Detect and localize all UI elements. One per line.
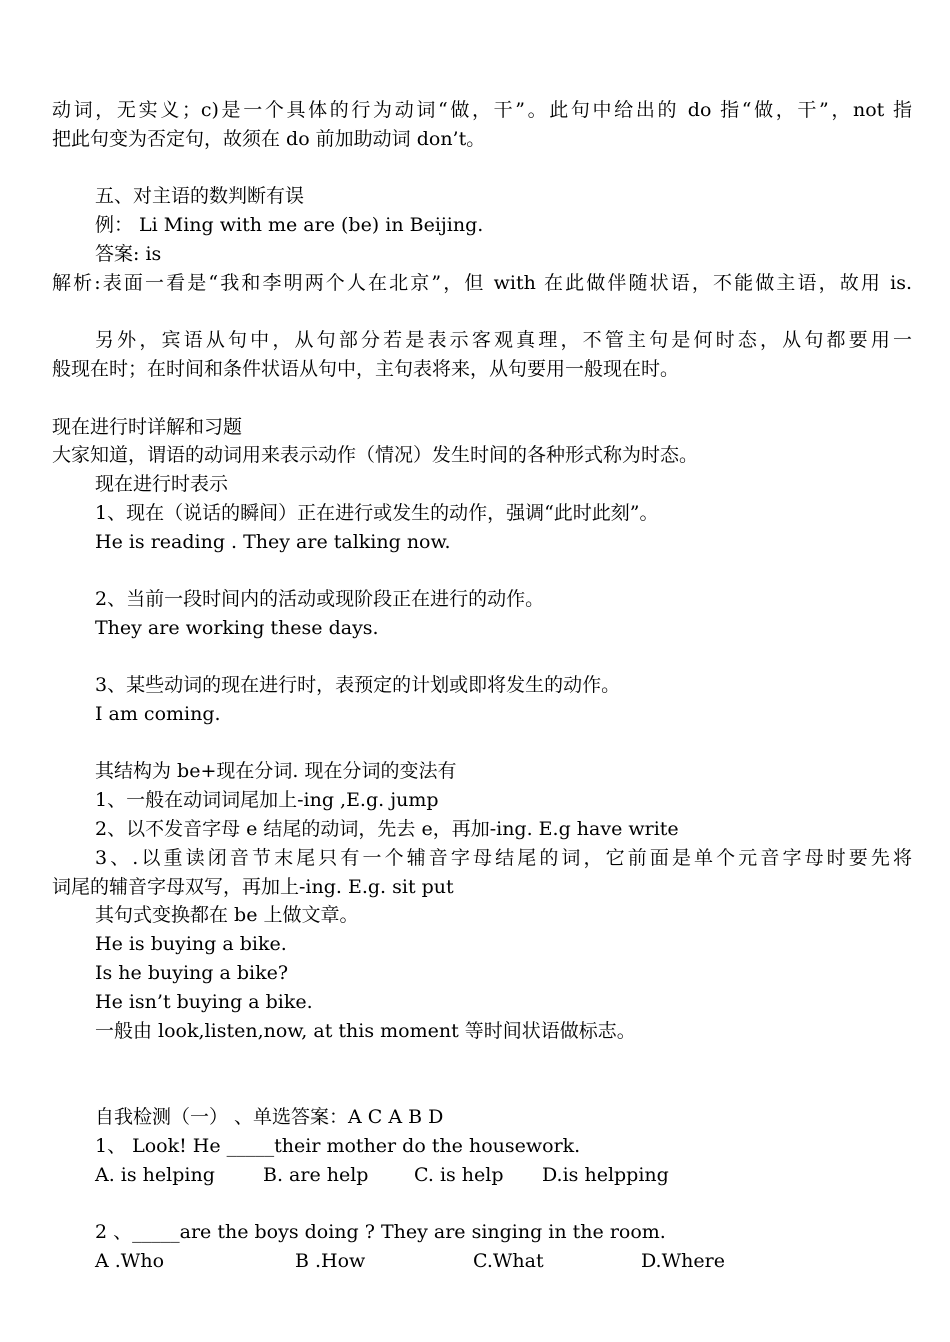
example-sentence: Is he buying a bike?	[95, 962, 289, 984]
question-stem: 1、 Look! He _____their mother do the housework.	[95, 1135, 581, 1157]
subtitle-line: 现在进行时表示	[95, 473, 229, 495]
question-options	[95, 1247, 912, 1275]
option-a: A .Who	[95, 1250, 165, 1272]
paragraph-line: 般现在时；在时间和条件状语从句中，主句表将来，从句要用一般现在时。	[52, 358, 680, 380]
usage-example: I am coming.	[95, 703, 221, 725]
question-stem: 2 、_____are the boys doing ? They are singing in the room.	[95, 1221, 666, 1243]
usage-item: 3、某些动词的现在进行时，表预定的计划或即将发生的动作。	[95, 674, 621, 696]
section-heading: 五、对主语的数判断有误	[95, 185, 305, 207]
section-title: 现在进行时详解和习题	[52, 416, 243, 438]
option-c: C. is help	[414, 1164, 504, 1186]
paragraph-line: 另外，宾语从句中，从句部分若是表示客观真理，不管主句是何时态，从句都要用一	[95, 329, 912, 351]
intro-line: 大家知道，谓语的动词用来表示动作（情况）发生时间的各种形式称为时态。	[52, 444, 699, 466]
rule-item: 3、.以重读闭音节末尾只有一个辅音字母结尾的词，它前面是单个元音字母时要先将	[95, 847, 912, 869]
answer-line: 答案: is	[95, 243, 162, 265]
paragraph-line: 把此句变为否定句，故须在 do 前加助动词 don’t。	[52, 128, 486, 150]
usage-item: 1、现在（说话的瞬间）正在进行或发生的动作，强调“此时此刻”。	[95, 502, 659, 524]
option-a: A. is helping	[95, 1164, 215, 1186]
option-b: B .How	[295, 1250, 366, 1272]
self-check-heading: 自我检测（一） 、单选答案：A C A B D	[95, 1106, 444, 1128]
option-d: D.Where	[641, 1250, 725, 1272]
paragraph-line: 动词，无实义；c)是一个具体的行为动词“做，干”。此句中给出的 do 指“做，干”，not 指	[52, 99, 912, 121]
example-sentence: He isn’t buying a bike.	[95, 991, 313, 1013]
usage-example: He is reading . They are talking now.	[95, 531, 451, 553]
option-d: D.is helpping	[542, 1164, 669, 1186]
rule-item-continuation: 词尾的辅音字母双写，再加上-ing. E.g. sit put	[52, 876, 454, 898]
transform-note: 其句式变换都在 be 上做文章。	[95, 904, 359, 926]
usage-item: 2、当前一段时间内的活动或现阶段正在进行的动作。	[95, 588, 545, 610]
example-sentence: He is buying a bike.	[95, 933, 287, 955]
marker-note: 一般由 look,listen,now, at this moment 等时间状语做标志。	[95, 1020, 636, 1042]
option-b: B. are help	[263, 1164, 369, 1186]
analysis-line: 解析:表面一看是“我和李明两个人在北京”，但 with 在此做伴随状语，不能做主语，故用 is.	[52, 272, 912, 294]
option-c: C.What	[473, 1250, 544, 1272]
rule-item: 1、一般在动词词尾加上-ing ,E.g. jump	[95, 789, 439, 811]
usage-example: They are working these days.	[95, 617, 379, 639]
rule-item: 2、以不发音字母 e 结尾的动词，先去 e，再加-ing. E.g have write	[95, 818, 679, 840]
example-sentence: 例： Li Ming with me are (be) in Beijing.	[95, 214, 484, 236]
question-options	[95, 1161, 912, 1189]
structure-line: 其结构为 be+现在分词. 现在分词的变法有	[95, 760, 457, 782]
